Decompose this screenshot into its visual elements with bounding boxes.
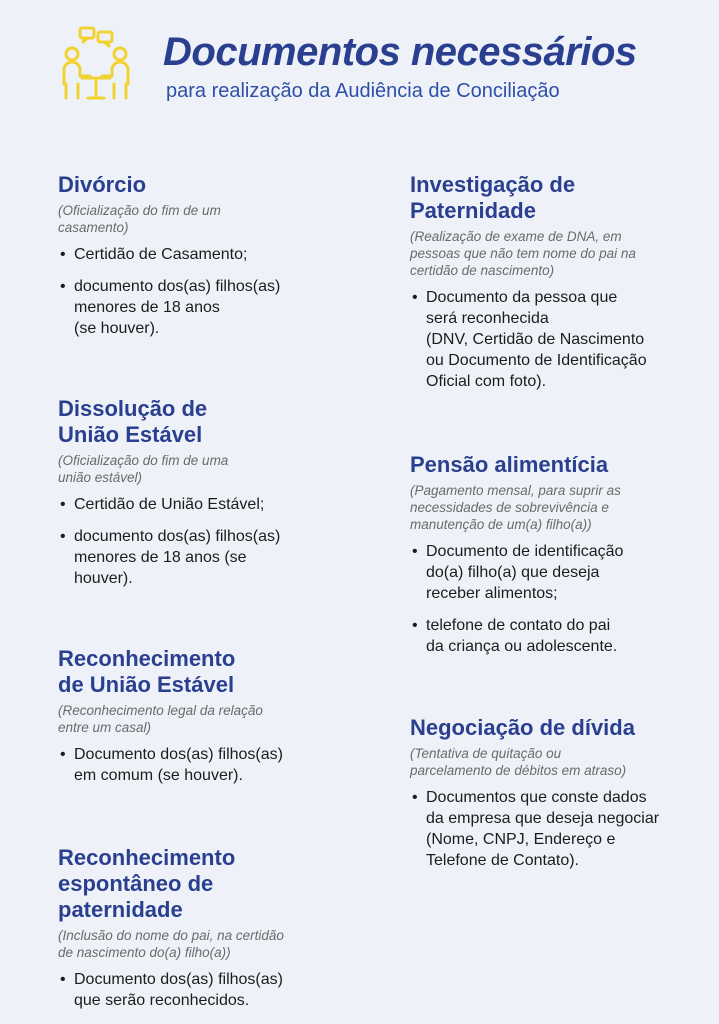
section-description: (Oficialização do fim de uma união estável) (58, 453, 229, 485)
page-title: Documentos necessários (163, 30, 637, 74)
section-title: Dissolução de União Estável (58, 396, 208, 447)
section-pensao-alimenticia (410, 452, 710, 668)
section-description: (Oficialização do fim de um casamento) (58, 203, 221, 235)
section-negociacao-divida (410, 715, 710, 882)
list-item: • telefone de contato do pai da criança ou adolescente. (410, 615, 710, 657)
list-item: • documento dos(as) filhos(as) menores de 18 anos (se houver). (58, 526, 358, 589)
section-dissolucao-uniao-estavel (58, 396, 358, 600)
section-title: Reconhecimento espontâneo de paternidade (58, 845, 236, 922)
section-reconhecimento-uniao-estavel (58, 646, 358, 797)
section-title: Negociação de dívida (410, 715, 635, 740)
section-title: Pensão alimentícia (410, 452, 609, 477)
section-investigacao-paternidade (410, 172, 710, 403)
section-title: Investigação de Paternidade (410, 172, 576, 223)
section-divorcio (58, 172, 358, 350)
list-item: • Documentos que conste dados da empresa que deseja negociar (Nome, CNPJ, Endereço e Telefone de Contato). (410, 787, 710, 871)
list-item: • documento dos(as) filhos(as) menores de 18 anos (se houver). (58, 276, 358, 339)
section-description: (Inclusão do nome do pai, na certidão de nascimento do(a) filho(a)) (58, 928, 284, 960)
list-item: • Documento dos(as) filhos(as) em comum (se houver). (58, 744, 358, 786)
section-description: (Reconhecimento legal da relação entre um casal) (58, 703, 263, 735)
meeting-people-icon (58, 26, 134, 100)
section-reconhecimento-paternidade (58, 845, 378, 1022)
section-description: (Realização de exame de DNA, em pessoas que não tem nome do pai na certidão de nascimento) (410, 229, 636, 278)
section-title: Reconhecimento de União Estável (58, 646, 236, 697)
section-title: Divórcio (58, 172, 147, 197)
page-subtitle: para realização da Audiência de Conciliação (166, 80, 560, 102)
section-description: (Pagamento mensal, para suprir as necessidades de sobrevivência e manutenção de um(a) filho(a)) (410, 483, 621, 532)
list-item: • Certidão de Casamento; (58, 244, 358, 265)
section-description: (Tentativa de quitação ou parcelamento de débitos em atraso) (410, 746, 627, 778)
list-item: • Documento da pessoa que será reconhecida (DNV, Certidão de Nascimento ou Documento de Identificação Oficial com foto). (410, 287, 710, 392)
header (0, 0, 719, 130)
list-item: • Documento dos(as) filhos(as) que serão reconhecidos. (58, 969, 378, 1011)
list-item: • Certidão de União Estável; (58, 494, 358, 515)
list-item: • Documento de identificação do(a) filho(a) que deseja receber alimentos; (410, 541, 710, 604)
